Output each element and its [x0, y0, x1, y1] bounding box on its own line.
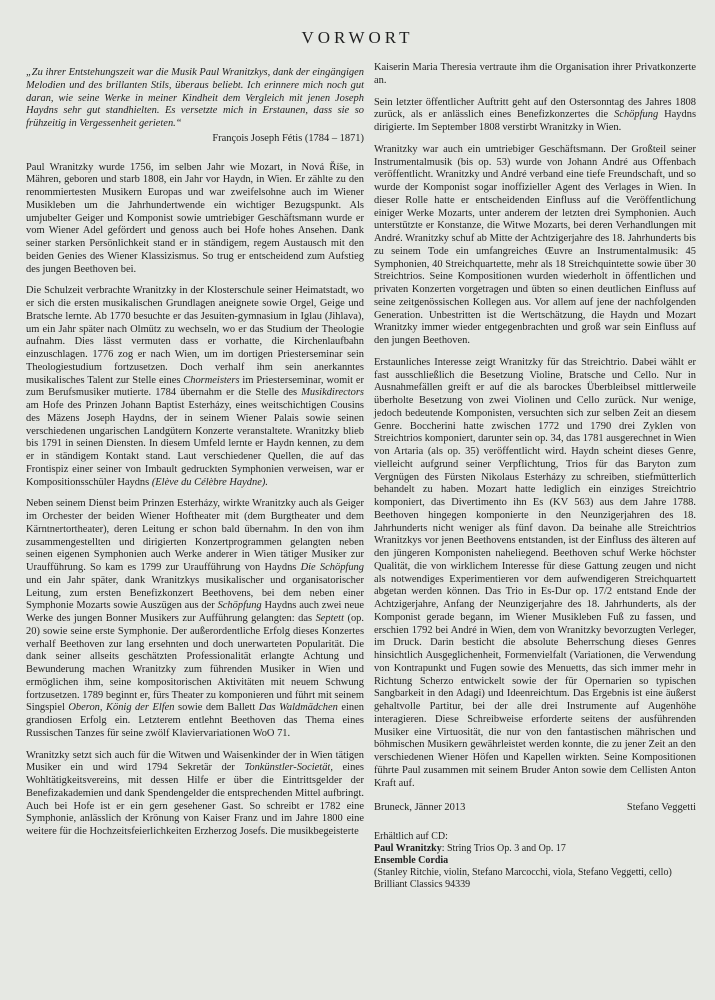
left-column [26, 62, 364, 848]
paragraph: Wranitzky war auch ein umtriebiger Geschäftsmann. Der Großteil seiner Instrumentalmusik (bis op. 53) wurde von Johann André aus Offenbach veröffentlicht. Wranitzky und André verband eine tiefe Freundschaft, und so wurde der Komponist sogar inoffizieller Agent des Verlages in Wien. In dieser Rolle hatte er entscheidenden Einfluss auf die Veröffentlichung einiger Werke Mozarts, unter anderem der letzten drei Symphonien. Auch unterstützte er Konstanze, die Witwe Mozarts, bei deren Verhandlungen mit André. Wranitzky schuf ab Mitte der Achtzigerjahre des 18. Jahrhunderts bis zu seinem Tode ein umfangreiches Œuvre an Instrumentalmusik: 45 Symphonien, 40 Streichquartette, mehr als 18 Streichquintette sowie über 30 Streichtrios. Seine Kompositionen wurden wiederholt in öffentlichen und privaten Konzerten vorgetragen und übten so einen deutlichen Einfluss auf seine zeitgenössischen Kollegen aus. Vor allem auf jene der nachfolgenden Generation. Unbestritten ist die Wertschätzung, die Haydn und Mozart Wranitzky immer wieder entgegenbrachten und groß war sein Einfluss auf den jungen Beethoven. [374, 143, 696, 346]
cd-ensemble: Ensemble Cordia [374, 855, 449, 866]
cd-info [374, 831, 696, 891]
page-title: VORWORT [301, 28, 414, 47]
author-name: Stefano Veggetti [626, 802, 696, 814]
place-date: Bruneck, Jänner 2013 [374, 802, 466, 814]
signature-line [374, 802, 696, 815]
right-column [374, 62, 696, 891]
paragraph: Paul Wranitzky wurde 1756, im selben Jahr wie Mozart, in Nová Říše, in Mähren, geboren und starb 1808, ein Jahr vor Haydn, in Wien. Er zählte zu den renommiertesten Musikern Europas und war zweifelsohne auch im Wiener Musikleben um die Jahrhundertwende ein wichtiger Bezugspunkt. Als umjubelter Geiger und Komponist sowie umtriebiger Geschäftsmann wurde er vom Wiener Adel gefördert und genoss auch bei Hofe hohes Ansehen. Dank seiner starken Persönlichkeit stand er in ständigem, regem Austausch mit den beiden Genies des Wiener Klassizismus. So trug er entscheidend zum Aufstieg des jungen Beethoven bei. [26, 161, 364, 275]
paragraph: Die Schulzeit verbrachte Wranitzky in der Klosterschule seiner Heimatstadt, wo er sich die ersten musikalischen Grundlagen aneignete sowie Orgel, Geige und Bratsche lernte. Ab 1770 besuchte er das Jesuiten-gymnasium in Iglau (Jihlava), um ein Jahr später nach Olmütz zu wechseln, wo er das Studium der Theologie aufnahm. Dies lässt vermuten dass er vorhatte, die Kirchenlaufbahn einzuschlagen. 1776 zog er nach Wien, um im dortigen Priesterseminar sein Theologiestudium fortzusetzen. Doch verhalf ihm sein anerkanntes musikalisches Talent zur Stelle eines Chormeisters im Priesterseminar, womit er zum Berufsmusiker mutierte. 1784 übernahm er die Stelle des Musikdirectors am Hofe des Prinzen Johann Baptist Esterházy, eines weitschichtigen Cousins des Mäzens Joseph Haydns, der in seinem Wiener Palais sowie seinen verschiedenen ungarischen Landgütern Konzerte veranstaltete. Wranitzky blieb bis 1791 in seinen Diensten. In diesem Umfeld lernte er Haydn kennen, zu dem er in ständigem Kontakt stand. Laut verschiedener Quellen, die auf das Frontispiz einer seiner von Imbault gedruckten Symphonien verweisen, war er Kompositionsschüler Haydns (Elève du Célèbre Haydne). [26, 285, 364, 488]
cd-title: Paul Wranitzky: String Trios Op. 3 and Op. 17 [374, 843, 566, 854]
paragraph: Sein letzter öffentlicher Auftritt geht auf den Ostersonntag des Jahres 1808 zurück, als er anlässlich eines Benefizkonzertes die Schöpfung Haydns dirigierte. Im September 1808 verstirbt Wranitzky in Wien. [374, 96, 696, 133]
paragraph: Wranitzky setzt sich auch für die Witwen und Waisenkinder der in Wien tätigen Musiker ein und wird 1794 Sekretär der Tonkünstler-Societät, eines Wohltätigkeitsvereins, mit dessen Hilfe er über die Eintrittsgelder der Benefizakademien und dank Spendengelder die entsprechenden Mittel aufbringt. Auch bei Hofe ist er ein gern gesehener Gast. So schreibt er 1782 eine Symphonie, anlässlich der Krönung von Kaiser Franz und im Jahre 1800 eine weitere für die Hochzeitsfeierlichkeiten Erzherzog Josefs. Die musikbegeisterte [26, 749, 364, 837]
cd-performers: (Stanley Ritchie, violin, Stefano Marcocchi, viola, Stefano Veggetti, cello) [374, 867, 672, 878]
epigraph-quote: „Zu ihrer Entstehungszeit war die Musik Paul Wranitzkys, dank der eingängigen Melodien und des brillanten Stils, überaus beliebt. Ich erinnere mich noch gut daran, wie seine Werke in meiner Kindheit dem Vergleich mit jenen Joseph Haydns sehr gut standhielten. Es versetzte mich in Erstaunen, dass sie so frühzeitig in Vergessenheit gerieten.“ [26, 67, 364, 129]
cd-label: Brilliant Classics 94339 [374, 879, 471, 890]
epigraph-source: François Joseph Fétis (1784 – 1871) [212, 132, 364, 144]
cd-intro: Erhältlich auf CD: [374, 831, 448, 842]
paragraph: Kaiserin Maria Theresia vertraute ihm die Organisation ihrer Privatkonzerte an. [374, 62, 696, 86]
paragraph: Neben seinem Dienst beim Prinzen Esterházy, wirkte Wranitzky auch als Geiger im Orchester der beiden Wiener Hoftheater mit (dem Burgtheater und dem Kärntnertortheater), deren Leitung er schon bald übernahm. In den von ihm zusammengestellten und dirigierten Konzertprogrammen gelangten neben seinen eigenen Symphonien auch Werke anderer in Wien tätiger Musiker zur Uraufführung. So kam es 1799 zur Uraufführung von Haydns Die Schöpfung und ein Jahr später, dank Wranitzkys musikalischer und organisatorischer Leitung, zum ersten Benefizkonzert Beethovens, bei dem neben einer Symphonie Mozarts sowie Auszügen aus der Schöpfung Haydns auch zwei neue Werke des jungen Bonner Musikers zur Aufführung gelangten: das Septett (op. 20) sowie seine erste Symphonie. Der außerordentliche Erfolg dieses Konzertes verhalf Beethoven zur lang ersehnten und doch unerwarteten Popularität. Die dank seiner allseits geschätzten Professionalität erlangte Achtung und Bewunderung machen Wranitzky zum führenden Musiker in Wien und ermöglichen ihm, seine kompositorischen Aktivitäten mit neuem Schwung fortzusetzen. 1789 beginnt er, fürs Theater zu komponieren und führt mit seinem Singspiel Oberon, König der Elfen sowie dem Ballett Das Waldmädchen einen grandiosen Erfolg ein. Letzterem entlehnt Beethoven das Thema eines Russischen Tanzes für seine zwölf Klaviervariationen WoO 71. [26, 498, 364, 739]
paragraph: Erstaunliches Interesse zeigt Wranitzky für das Streichtrio. Dabei wählt er fast ausschließlich die Besetzung Violine, Bratsche und Cello. Nur in Ausnahmefällen greift er auf die als barockes Überbleibsel mittlerweile überholte Besetzung von zwei Violinen und Cello zurück. Nur wenige, jedoch bedeutende Komponisten, versuchten sich zur selben Zeit an diesem Genre. Boccherini hatte zwischen 1772 und 1790 drei Zyklen von Streichtrios komponiert, darunter sein op. 34, das 1781 ausgerechnet in Wien von Artaria (als op. 35) veröffentlicht wird. Haydn scheint dieses Genre, vielleicht aufgrund seiner Verpflichtung, Trios für das Baryton zum Vergnügen des Fürsten Nikolaus Esterházy zu schreiben, stiefmütterlich behandelt zu haben. Mozart hatte lediglich ein einziges Streichtrio komponiert, das Divertimento ihn Es (KV 563) aus dem Jahre 1788. Beethoven hingegen komponierte in den Neunzigerjahren des 18. Jahrhunderts nicht weniger als fünf davon. Da beinahe alle Streichtrios Wranitzkys vor jenen Beethovens entstanden, ist der Einfluss des älteren auf den jüngeren Komponisten naheliegend. Beethoven schuf Werke höchster Qualität, die von wirklichem Interesse für diese Gattung zeugen und nicht als notwendiges Experimentieren vor dem aufwendigeren Streichquartett abgetan werden können. Das Trio in Es-Dur op. 17/2 entstand Ende der Achtzigerjahre, Anfang der Neunzigerjahre des 18. Jahrhunderts, als der Komponist gerade begann, im Wiener Musikleben Fuß zu fassen, und erschien 1792 bei André in Wien, dem von Wranitzky bevorzugten Verleger, im Druck. Darin besticht die absolute Beherrschung dieses Genres hinsichtlich Ausgeglichenheit, Formenvielfalt (Variationen, die Verwendung von Kontrapunkt und Fugen sowie des Menuetts, das sich immer mehr in Richtung Scherzo entwickelt sowie der für Opernarien so typischen Sangbarkeit in den Adagi) und Ideenreichtum. Das Ergebnis ist eine äußerst gehaltvolle Partitur, bei der alle drei Instrumente auf Augenhöhe interagieren. Diese Schreibweise erforderte seitens der ausführenden Musiker eine Virtuosität, die nur von den fantastischen mährischen und böhmischen Musikern gewährleistet werden konnte, die zu jener Zeit an den verschiedenen Wiener Höfen und Kapellen wirkten. Seine Kompositionen führte Paul zusammen mit seinem Bruder Anton sowie dem Cellisten Anton Kraft auf. [374, 356, 697, 789]
